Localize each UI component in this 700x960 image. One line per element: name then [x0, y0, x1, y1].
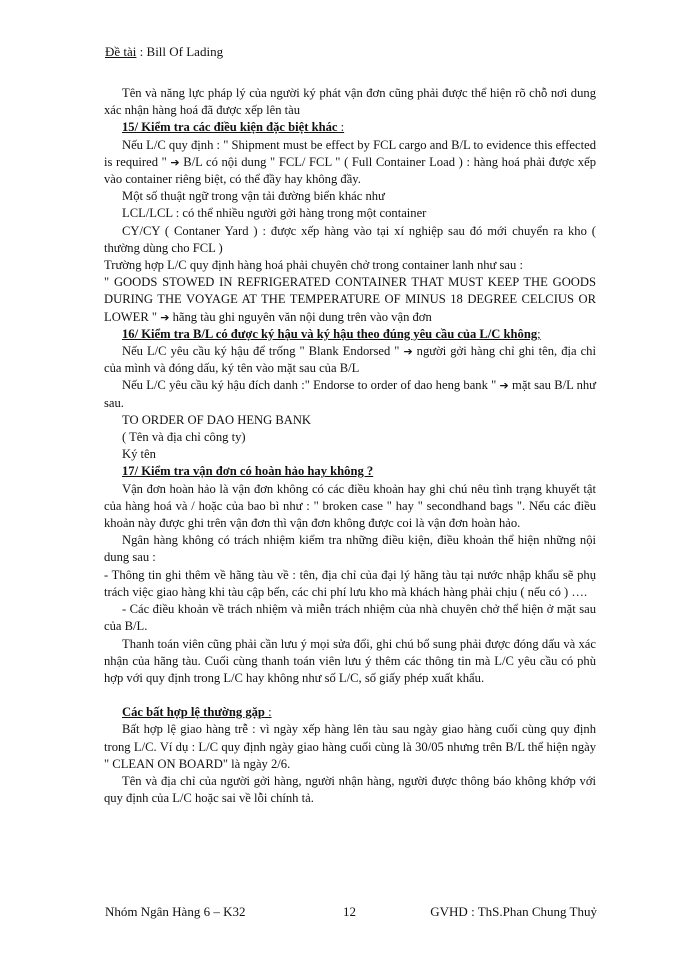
paragraph: Tên và năng lực pháp lý của người ký phát vận đơn cũng phải được thể hiện rõ chỗ nơi dung xác nhận hàng hoá đã được xếp lên tàu [104, 86, 596, 118]
section-heading-16 [104, 326, 596, 343]
paragraph: CY/CY ( Contaner Yard ) : được xếp hàng vào tại xí nghiệp sau đó mới chuyển ra kho ( thường dùng cho FCL ) [104, 223, 596, 255]
heading-tail: : [337, 120, 345, 135]
text-part: B/L có nội dung " FCL/ FCL " ( Full Container Load ) : hàng hoá phải được xếp vào container riêng biệt, có thể đầy hay không đầy. [104, 154, 596, 187]
paragraph: Ngân hàng không có trách nhiệm kiểm tra những điều kiện, điều khoản thể hiện những nội dung sau : [104, 533, 596, 565]
heading-tail: : [264, 705, 272, 720]
document-body [104, 85, 596, 807]
section-heading-15 [104, 119, 596, 136]
footer-advisor: GVHD : ThS.Phan Chung Thuỷ [430, 904, 597, 919]
heading-text: 16/ Kiểm tra B/L có được ký hậu và ký hậu theo đúng yêu cầu của L/C không [122, 326, 538, 341]
text-part: người gởi hàng chỉ ghi tên, địa chỉ của mình và đóng dấu, ký tên vào mặt sau của B/L [104, 344, 596, 376]
paragraph [104, 274, 596, 326]
text-part: hãng tàu ghi nguyên văn nội dung trên vào vận đơn [169, 309, 432, 324]
text-part: Nếu L/C quy định : " Shipment must be effect by FCL cargo and B/L to evidence this effected is required " [104, 137, 596, 169]
paragraph: Bất hợp lệ giao hàng trễ : vì ngày xếp hàng lên tàu sau ngày giao hàng cuối cùng quy định trong L/C. Ví dụ : L/C quy định ngày giao hàng cuối cùng là 30/05 nhưng trên B/L thể hiện ngày " CLEAN ON BOARD" là ngày 2/6. [104, 722, 596, 771]
paragraph: TO ORDER OF DAO HENG BANK [122, 412, 312, 427]
arrow-icon: ➔ [170, 155, 180, 169]
heading-text: 15/ Kiểm tra các điều kiện đặc biệt khác [122, 120, 338, 135]
paragraph: LCL/LCL : có thể nhiều người gởi hàng trong một container [122, 206, 427, 221]
section-heading-17: 17/ Kiểm tra vận đơn có hoàn hảo hay không ? [122, 464, 374, 479]
header-title: : Bill Of Lading [136, 44, 224, 59]
arrow-icon: ➔ [403, 345, 413, 359]
section-heading-errors [104, 704, 596, 721]
text-part: mặt sau B/L như sau. [104, 378, 596, 410]
paragraph: ( Tên và địa chỉ công ty) [122, 430, 246, 445]
paragraph [104, 377, 596, 411]
paragraph: Thanh toán viên cũng phải cần lưu ý mọi sửa đổi, ghi chú bổ sung phải được đóng dấu và xác nhận của hãng tàu. Cuối cùng thanh toán viên lưu ý thêm các thông tin mà L/C yêu cầu có phù hợp với quy định trong L/C hay không như số L/C, số giấy phép xuất khẩu. [104, 636, 596, 685]
page-header [105, 44, 223, 60]
heading-tail: ; [537, 326, 541, 341]
spacer [104, 687, 596, 704]
arrow-icon: ➔ [160, 310, 170, 324]
text-part: Nếu L/C yêu cầu ký hậu đích danh :" Endorse to order of dao heng bank " [122, 378, 500, 393]
paragraph: Một số thuật ngữ trong vận tải đường biển khác như [122, 189, 385, 204]
text-part: " GOODS STOWED IN REFRIGERATED CONTAINER THAT MUST KEEP THE GOODS DURING THE VOYAGE AT THE TEMPERATURE OF MINUS 18 DEGREE CELCIUS OR LOWER " [104, 275, 596, 324]
paragraph: Tên và địa chỉ của người gởi hàng, người nhận hàng, người được thông báo không khớp với quy định của L/C hoặc sai về lỗi chính tả. [104, 773, 596, 806]
page-number: 12 [343, 904, 356, 919]
paragraph: Trường hợp L/C quy định hàng hoá phải chuyên chở trong container lanh như sau : [104, 258, 523, 273]
footer-group: Nhóm Ngân Hàng 6 – K32 [105, 904, 246, 919]
paragraph [104, 343, 596, 377]
paragraph: Ký tên [122, 447, 156, 462]
heading-text: Các bất hợp lệ thường gặp [122, 705, 265, 720]
paragraph [104, 137, 596, 189]
paragraph: - Thông tin ghi thêm về hãng tàu về : tên, địa chỉ của đại lý hãng tàu tại nước nhập khẩu sẽ phụ trách việc giao hàng khi tàu cập bến, các chi phí lưu kho mà khách hàng phải chịu ( nếu có ) …. [104, 567, 596, 599]
text-part: Nếu L/C yêu cầu ký hậu để trống " Blank Endorsed " [122, 344, 404, 359]
arrow-icon: ➔ [499, 379, 509, 393]
paragraph: Vận đơn hoàn hảo là vận đơn không có các điều khoản hay ghi chú nêu tình trạng khuyết tật của hàng hoá và / hoặc của bao bì như : " broken case " hay " secondhand bags ". Nếu các điều khoản này được ghi trên vận đơn thì vận đơn không được coi là vận đơn hoàn hảo. [104, 481, 596, 531]
paragraph: - Các điều khoản về trách nhiệm và miễn trách nhiệm của nhà chuyên chở thể hiện ở mặt sau của B/L. [104, 602, 596, 634]
header-label: Đề tài [105, 44, 137, 59]
